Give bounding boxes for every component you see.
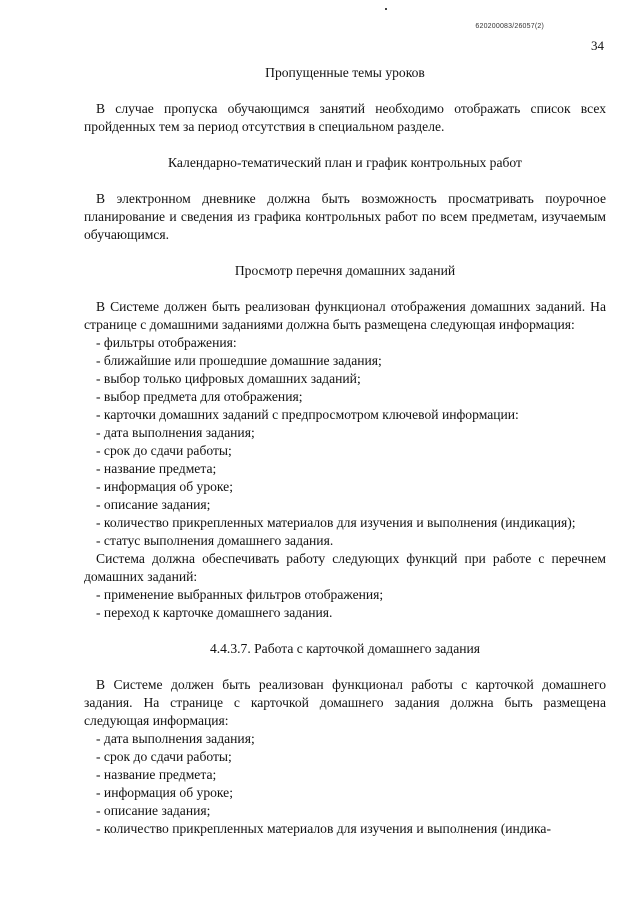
document-body <box>84 64 606 838</box>
paragraph-homework-functions: Система должна обеспечивать работу следующих функций при работе с перечнем домашних заданий: <box>84 551 606 584</box>
homework-card-items <box>84 730 606 838</box>
list-item: - срок до сдачи работы; <box>96 443 232 458</box>
homework-function-items <box>84 586 606 622</box>
list-item: - описание задания; <box>96 497 211 512</box>
list-item: - количество прикрепленных материалов для изучения и выполнения (индикация); <box>96 515 576 530</box>
scan-speck <box>385 8 387 10</box>
paragraph-homework-card: В Системе должен быть реализован функционал работы с карточкой домашнего задания. На странице с карточкой домашнего задания должна быть размещена следующая информация: <box>84 677 606 728</box>
list-item: - выбор предмета для отображения; <box>96 389 303 404</box>
heading-homework-list: Просмотр перечня домашних заданий <box>234 263 456 278</box>
homework-list-items <box>84 334 606 550</box>
list-item: - информация об уроке; <box>96 479 233 494</box>
page-number: 34 <box>591 38 604 53</box>
heading-calendar-plan: Календарно-тематический план и график контрольных работ <box>168 155 522 170</box>
list-item: - статус выполнения домашнего задания. <box>96 533 334 548</box>
paragraph-homework-list: В Системе должен быть реализован функционал отображения домашних заданий. На странице с домашними заданиями должна быть размещена следующая информация: <box>84 299 606 332</box>
list-item: - название предмета; <box>96 461 217 476</box>
list-item: - ближайшие или прошедшие домашние задания; <box>96 353 382 368</box>
list-item: - выбор только цифровых домашних заданий; <box>96 371 361 386</box>
paragraph-missed-topics: В случае пропуска обучающимся занятий необходимо отображать список всех пройденных тем за период отсутствия в специальном разделе. <box>84 101 606 134</box>
list-item: - название предмета; <box>96 767 217 782</box>
list-item: - количество прикрепленных материалов для изучения и выполнения (индика- <box>96 821 551 836</box>
list-item: - информация об уроке; <box>96 785 233 800</box>
heading-homework-card: 4.4.3.7. Работа с карточкой домашнего задания <box>209 641 481 656</box>
list-item: - фильтры отображения: <box>96 335 237 350</box>
list-item: - срок до сдачи работы; <box>96 749 232 764</box>
heading-missed-topics: Пропущенные темы уроков <box>265 65 425 80</box>
paragraph-calendar-plan: В электронном дневнике должна быть возможность просматривать поурочное планирование и сведения из графика контрольных работ по всем предметам, изучаемым обучающимся. <box>84 191 606 242</box>
list-item: - переход к карточке домашнего задания. <box>96 605 333 620</box>
list-item: - описание задания; <box>96 803 211 818</box>
list-item: - карточки домашних заданий с предпросмотром ключевой информации: <box>96 407 519 422</box>
list-item: - дата выполнения задания; <box>96 425 255 440</box>
list-item: - применение выбранных фильтров отображения; <box>96 587 384 602</box>
list-item: - дата выполнения задания; <box>96 731 255 746</box>
document-code: 620200083/26057(2) <box>475 23 544 30</box>
